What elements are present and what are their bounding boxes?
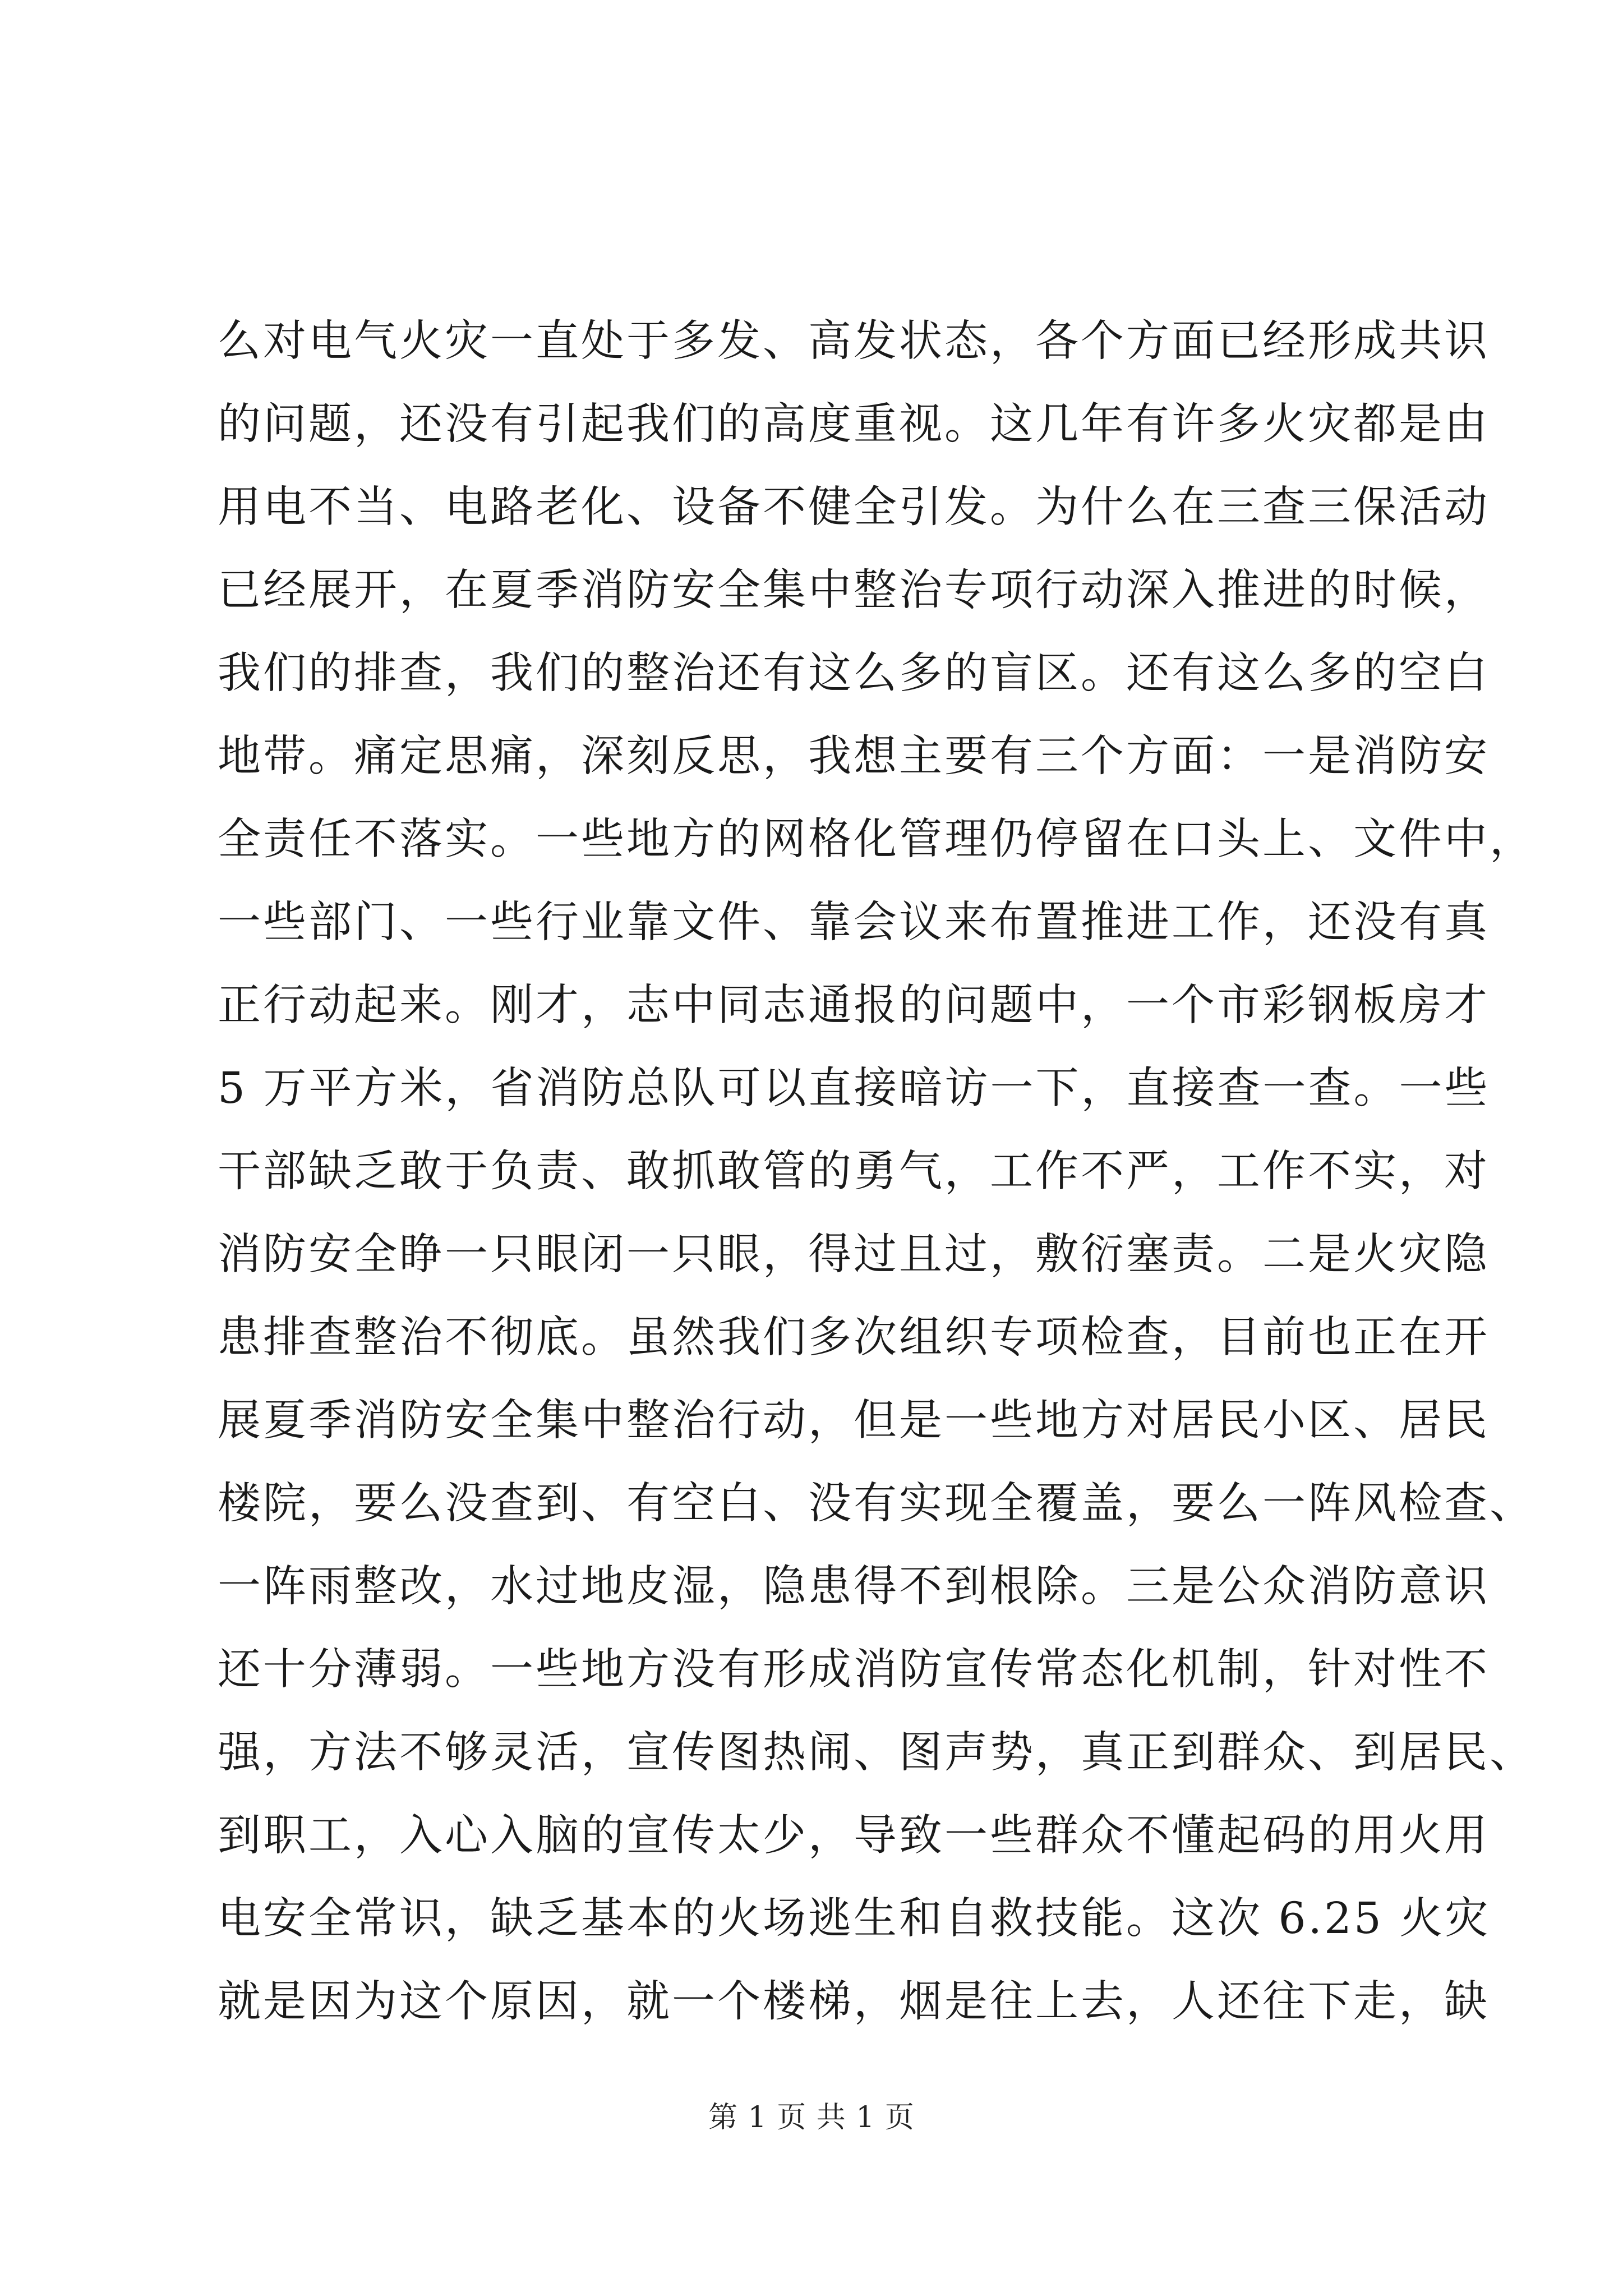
text-line: 展夏季消防安全集中整治行动，但是一些地方对居民小区、居民 [218, 1396, 1490, 1446]
text-line: 的问题，还没有引起我们的高度重视。这几年有许多火灾都是由 [218, 399, 1490, 449]
text-line: 到职工，入心入脑的宣传太少，导致一些群众不懂起码的用火用 [218, 1811, 1490, 1861]
text-line: 用电不当、电路老化、设备不健全引发。为什么在三查三保活动 [218, 482, 1490, 532]
text-line: 电安全常识，缺乏基本的火场逃生和自救技能。这次 6.25 火灾 [218, 1894, 1491, 1944]
text-line: 全责任不落实。一些地方的网格化管理仍停留在口头上、文件中， [218, 815, 1535, 864]
text-line: 就是因为这个原因，就一个楼梯，烟是往上去，人还往下走，缺 [218, 1977, 1490, 2027]
text-line: 正行动起来。刚才，志中同志通报的问题中，一个市彩钢板房才 [218, 981, 1490, 1030]
text-line: 一些部门、一些行业靠文件、靠会议来布置推进工作，还没有真 [218, 898, 1490, 947]
text-line: 强，方法不够灵活，宣传图热闹、图声势，真正到群众、到居民、 [218, 1728, 1535, 1778]
text-line: 5 万平方米，省消防总队可以直接暗访一下，直接查一查。一些 [218, 1064, 1490, 1114]
text-line: 干部缺乏敢于负责、敢抓敢管的勇气，工作不严，工作不实，对 [218, 1147, 1490, 1197]
page-footer [0, 2095, 1623, 2140]
text-line: 我们的排查，我们的整治还有这么多的盲区。还有这么多的空白 [218, 648, 1490, 698]
text-line: 已经展开，在夏季消防安全集中整治专项行动深入推进的时候， [218, 565, 1490, 615]
text-line: 么对电气火灾一直处于多发、高发状态，各个方面已经形成共识 [218, 316, 1490, 366]
text-line: 消防安全睁一只眼闭一只眼，得过且过，敷衍塞责。二是火灾隐 [218, 1230, 1490, 1280]
body-text [218, 300, 1535, 2044]
text-line: 还十分薄弱。一些地方没有形成消防宣传常态化机制，针对性不 [218, 1645, 1490, 1695]
page-number-label: 第 1 页 共 1 页 [708, 2101, 915, 2134]
text-line: 一阵雨整改，水过地皮湿，隐患得不到根除。三是公众消防意识 [218, 1562, 1490, 1612]
text-line: 患排查整治不彻底。虽然我们多次组织专项检查，目前也正在开 [218, 1313, 1490, 1363]
text-line: 楼院，要么没查到、有空白、没有实现全覆盖，要么一阵风检查、 [218, 1479, 1535, 1529]
text-line: 地带。痛定思痛，深刻反思，我想主要有三个方面：一是消防安 [218, 731, 1490, 781]
